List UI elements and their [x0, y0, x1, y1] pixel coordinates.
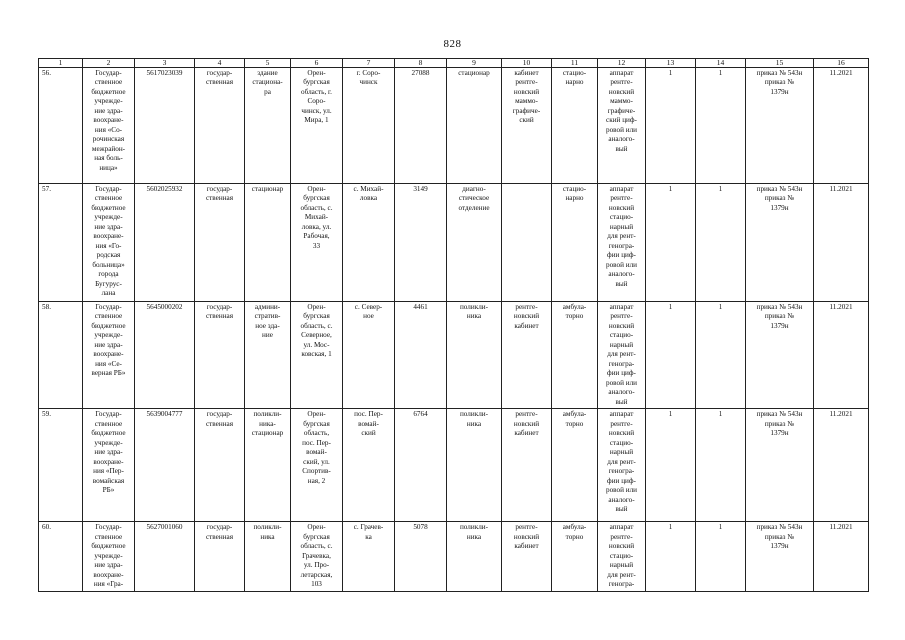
column-number: 1: [39, 59, 83, 68]
table-row: [39, 409, 869, 522]
settlement: с. Грачев- ка: [343, 522, 395, 592]
ownership-form: государ- ственная: [195, 67, 245, 183]
date: 11.2021: [814, 301, 869, 409]
column-number: 14: [696, 59, 746, 68]
population: 4461: [395, 301, 447, 409]
date: 11.2021: [814, 522, 869, 592]
column-number: 13: [646, 59, 696, 68]
population: 5078: [395, 522, 447, 592]
building-type: стационар: [245, 183, 291, 301]
ownership-form: государ- ственная: [195, 183, 245, 301]
unit-type: стационар: [447, 67, 502, 183]
quantity: 1: [646, 409, 696, 522]
quantity: 1: [646, 301, 696, 409]
unit-type: поликли- ника: [447, 409, 502, 522]
column-number: 4: [195, 59, 245, 68]
inn: 5627001060: [135, 522, 195, 592]
address: Орен- бургская область, пос. Пер- вомай- ский, ул. Спортив- ная, 2: [291, 409, 343, 522]
institution-name: Государ- ственное бюджетное учрежде- ние здра- воохране- ния «Со- рочинская межрайон- ная боль- ница»: [83, 67, 135, 183]
address: Орен- бургская область, с. Грачевка, ул. Про- летарская, 103: [291, 522, 343, 592]
date: 11.2021: [814, 183, 869, 301]
row-number: 57.: [39, 183, 83, 301]
order-reference: приказ № 543н приказ № 1379н: [746, 67, 814, 183]
column-number: 5: [245, 59, 291, 68]
equipment: аппарат рентге- новский стацио- нарный для рент- геногра-: [598, 522, 646, 592]
quantity: 1: [646, 522, 696, 592]
table-row: [39, 183, 869, 301]
column-number: 3: [135, 59, 195, 68]
address: Орен- бургская область, с. Северное, ул. Мос- ковская, 1: [291, 301, 343, 409]
quantity: 1: [646, 67, 696, 183]
settlement: г. Соро- чинск: [343, 67, 395, 183]
population: 3149: [395, 183, 447, 301]
column-number: 12: [598, 59, 646, 68]
building-type: здание стациона- ра: [245, 67, 291, 183]
order-reference: приказ № 543н приказ № 1379н: [746, 183, 814, 301]
building-type: админи- стратив- ное зда- ние: [245, 301, 291, 409]
cabinet: кабинет рентге- новский маммо- графиче- ский: [502, 67, 552, 183]
quantity: 1: [646, 183, 696, 301]
settlement: с. Михай- ловка: [343, 183, 395, 301]
row-number: 59.: [39, 409, 83, 522]
date: 11.2021: [814, 409, 869, 522]
quantity-planned: 1: [696, 301, 746, 409]
date: 11.2021: [814, 67, 869, 183]
settlement: с. Север- ное: [343, 301, 395, 409]
unit-type: поликли- ника: [447, 301, 502, 409]
inn: 5639004777: [135, 409, 195, 522]
table-row: [39, 301, 869, 409]
table-row: [39, 67, 869, 183]
column-number: 9: [447, 59, 502, 68]
order-reference: приказ № 543н приказ № 1379н: [746, 301, 814, 409]
care-mode: амбула- торно: [552, 409, 598, 522]
ownership-form: государ- ственная: [195, 301, 245, 409]
row-number: 60.: [39, 522, 83, 592]
care-mode: стацио- нарно: [552, 67, 598, 183]
institution-name: Государ- ственное бюджетное учрежде- ние здра- воохране- ния «Пер- вомайская РБ»: [83, 409, 135, 522]
address: Орен- бургская область, г. Соро- чинск, ул. Мира, 1: [291, 67, 343, 183]
quantity-planned: 1: [696, 522, 746, 592]
cabinet: рентге- новский кабинет: [502, 409, 552, 522]
column-number-row: [39, 59, 869, 68]
table-row: [39, 522, 869, 592]
care-mode: амбула- торно: [552, 522, 598, 592]
institution-name: Государ- ственное бюджетное учрежде- ние здра- воохране- ния «Се- верная РБ»: [83, 301, 135, 409]
column-number: 6: [291, 59, 343, 68]
row-number: 56.: [39, 67, 83, 183]
institution-name: Государ- ственное бюджетное учрежде- ние здра- воохране- ния «Гра-: [83, 522, 135, 592]
inn: 5617023039: [135, 67, 195, 183]
inn: 5645000202: [135, 301, 195, 409]
order-reference: приказ № 543н приказ № 1379н: [746, 409, 814, 522]
page-number: 828: [443, 38, 462, 50]
address: Орен- бургская область, с. Михай- ловка, ул. Рабочая, 33: [291, 183, 343, 301]
ownership-form: государ- ственная: [195, 522, 245, 592]
column-number: 10: [502, 59, 552, 68]
quantity-planned: 1: [696, 409, 746, 522]
equipment: аппарат рентге- новский стацио- нарный для рент- геногра- фии циф- ровой или аналого- вый: [598, 409, 646, 522]
ownership-form: государ- ственная: [195, 409, 245, 522]
cabinet: [502, 183, 552, 301]
building-type: поликли- ника: [245, 522, 291, 592]
column-number: 16: [814, 59, 869, 68]
column-number: 11: [552, 59, 598, 68]
order-reference: приказ № 543н приказ № 1379н: [746, 522, 814, 592]
building-type: поликли- ника- стационар: [245, 409, 291, 522]
registry-table: [38, 58, 869, 592]
settlement: пос. Пер- вомай- ский: [343, 409, 395, 522]
equipment: аппарат рентге- новский стацио- нарный для рент- геногра- фии циф- ровой или аналого- вый: [598, 183, 646, 301]
unit-type: поликли- ника: [447, 522, 502, 592]
quantity-planned: 1: [696, 67, 746, 183]
quantity-planned: 1: [696, 183, 746, 301]
cabinet: рентге- новский кабинет: [502, 522, 552, 592]
column-number: 7: [343, 59, 395, 68]
equipment: аппарат рентге- новский стацио- нарный для рент- геногра- фии циф- ровой или аналого- вый: [598, 301, 646, 409]
equipment: аппарат рентге- новский маммо- графиче- ский циф- ровой или аналого- вый: [598, 67, 646, 183]
population: 6764: [395, 409, 447, 522]
unit-type: диагно- стическое отделение: [447, 183, 502, 301]
column-number: 8: [395, 59, 447, 68]
cabinet: рентге- новский кабинет: [502, 301, 552, 409]
care-mode: стацио- нарно: [552, 183, 598, 301]
population: 27088: [395, 67, 447, 183]
row-number: 58.: [39, 301, 83, 409]
care-mode: амбула- торно: [552, 301, 598, 409]
institution-name: Государ- ственное бюджетное учрежде- ние здра- воохране- ния «Го- родская больница» города Бугурус- лана: [83, 183, 135, 301]
column-number: 2: [83, 59, 135, 68]
inn: 5602025932: [135, 183, 195, 301]
column-number: 15: [746, 59, 814, 68]
